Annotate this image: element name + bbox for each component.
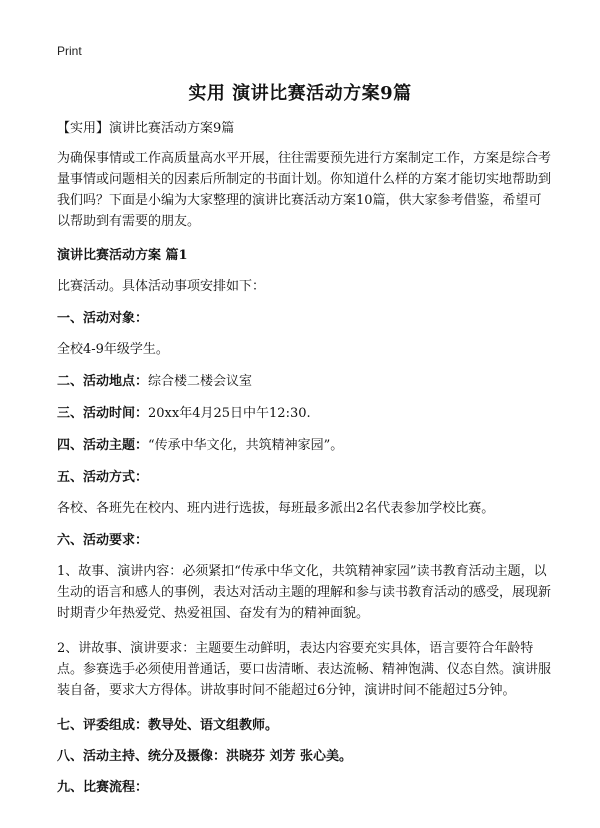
item-body-method: 各校、各班先在校内、班内进行选拔，每班最多派出2名代表参加学校比赛。 [57,501,495,516]
section-heading: 演讲比赛活动方案 篇1 [57,248,188,263]
item-location [57,371,552,392]
item-heading-process: 九、比赛流程： [57,780,149,795]
item-time [57,403,552,424]
item-body-time: 20xx年4月25日中午12:30. [148,406,311,421]
item-heading-location: 二、活动地点： [57,374,149,389]
item-theme [57,435,552,456]
item-heading-method: 五、活动方式： [57,470,149,485]
document-body [57,118,552,808]
requirement-1: 1、故事、演讲内容：必须紧扣“传承中华文化，共筑精神家园”读书教育活动主题，以生动的语言和感人的事例，表达对活动主题的理解和参与读书教育活动的感受，展现新时期青少年热爱党、热爱祖国、奋发有为的精神面貌。 [57,564,552,621]
print-label: Print [57,44,82,58]
item-heading-requirements: 六、活动要求： [57,533,149,548]
requirement-2: 2、讲故事、演讲要求：主题要生动鲜明，表达内容要充实具体，语言要符合年龄特点。参赛选手必须使用普通话，要口齿清晰、表达流畅、精神饱满、仪态自然。演讲服装自备，要求大方得体。讲故事时间不能超过6分钟，演讲时间不能超过5分钟。 [57,641,552,698]
item-body-location: 综合楼二楼会议室 [148,374,253,389]
item-body-audience: 全校4-9年级学生。 [57,342,169,357]
item-heading-theme: 四、活动主题： [57,438,149,453]
intro-paragraph: 为确保事情或工作高质量高水平开展，往往需要预先进行方案制定工作，方案是综合考量事情或问题相关的因素后所制定的书面计划。你知道什么样的方案才能切实地帮助到我们吗？下面是小编为大家整理的演讲比赛活动方案10篇，供大家参考借鉴，希望可以帮助到有需要的朋友。 [57,151,552,229]
item-heading-audience: 一、活动对象： [57,311,149,326]
document-title: 实用 演讲比赛活动方案9篇 [188,83,412,104]
item-heading-hosts: 八、活动主持、统分及摄像：洪晓芬 刘芳 张心美。 [57,749,353,764]
subtitle: 【实用】演讲比赛活动方案9篇 [57,121,235,136]
item-body-theme: “传承中华文化，共筑精神家园”。 [148,438,344,453]
item-heading-time: 三、活动时间： [57,406,149,421]
item-heading-judges: 七、评委组成：教导处、语文组教师。 [57,718,279,733]
section-lead: 比赛活动。具体活动事项安排如下： [57,279,266,294]
